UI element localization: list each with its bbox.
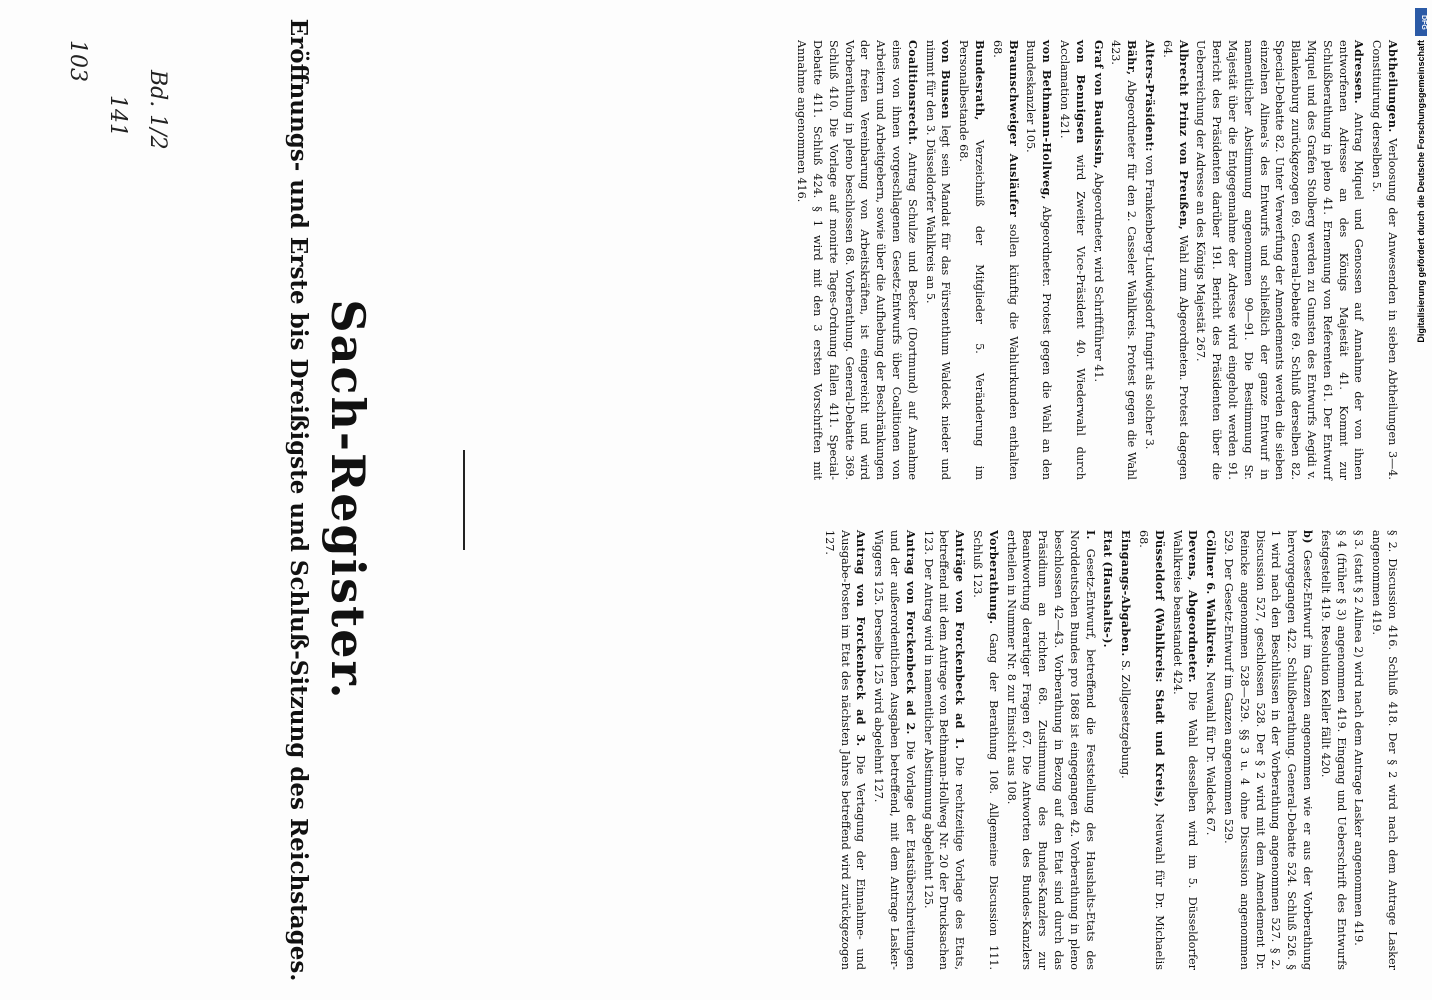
index-entry-heading: Devens, Abgeordneter.: [1186, 530, 1201, 683]
index-entry-heading: Cöllner 6. Wahlkreis.: [1204, 530, 1219, 669]
index-entry: [1220, 530, 1315, 970]
title-divider: [463, 450, 465, 550]
index-entry-text: Die Wahl desselben wird im 5. Düsseldorfer Wahlkreise beanstandet 424.: [1170, 530, 1200, 970]
handwritten-note: 141: [105, 95, 130, 137]
index-entry-text: wird Zweiter Vice-Präsident 40. Wiederwahl durch Acclamation 421.: [1058, 40, 1087, 480]
index-entry: [1135, 530, 1167, 970]
index-entry: [969, 530, 1001, 970]
index-entry-heading: von Bunsen: [939, 40, 954, 119]
index-entry: [1108, 40, 1140, 480]
index-entry-heading: Eingangs-Abgaben.: [1119, 530, 1134, 657]
handwritten-note: 103: [65, 40, 90, 82]
index-entry-text: § 2. Discussion 416. Schluß 418. Der § 2 wird nach dem Antrage Lasker angenommen 419.: [1370, 530, 1399, 970]
digitization-note: Digitalisierung gefördert durch die Deutsche Forschungsgemeinschaft: [1416, 40, 1426, 343]
handwritten-note: Bd. 1/2: [145, 70, 170, 150]
index-entry: [1023, 40, 1055, 480]
index-entry-text: Die rechtzeitige Vorlage des Etats, betreffend mit dem Antrage von Bethmann-Hollweg Nr. 20 der Drucksachen 123. Der Antrag wird in namentlicher Abstimmung abgelehnt 125.: [921, 530, 967, 970]
right-column: [480, 530, 1400, 970]
index-entry: [1141, 40, 1157, 480]
index-entry: [922, 40, 954, 480]
index-entry-heading: Bähr,: [1125, 40, 1140, 76]
index-entry: [989, 40, 1021, 480]
index-entry-heading: Etat (Haushalts-).: [1101, 530, 1116, 648]
index-entry-text: Antrag Miquel und Genossen auf Annahme der von ihnen entworfenen Adresse an des Königs Majestät 41. Kommt zur Schlußberathung in pleno 41. Ernennung von Referenten 61. Der Entwurf Miquel und des Grafen Stolberg werden zu Gunsten des Entwurfs Aegidi v. Blankenburg zurückgezogen 69. General-Debatte 69. Schluß derselben 82. Special-Debatte 82. Unter Verwerfung der Amendements werden die sieben einzelnen Alinea's des Entwurfs und schließlich der ganze Entwurf in namentlicher Abstimmung angenommen 90—91. Die Bestimmung Sr. Majestät über die Entgegennahme der Adresse wird eingeholt werden 91. Bericht des Präsidenten darüber 191. Bericht des Präsidenten über die Ueberreichung der Adresse an des Königs Majestät 267.: [1194, 40, 1366, 480]
rotated-page-content: [20, 0, 1410, 1000]
page-title: Sach-Register.: [321, 299, 375, 701]
index-entry: [821, 530, 868, 970]
index-entry-heading: von Bethmann-Hollweg,: [1040, 40, 1055, 200]
index-entry: [920, 530, 967, 970]
index-entry-text: Gang der Berathung 108. Allgemeine Discussion 111. Schluß 123.: [971, 530, 1000, 971]
index-entry: [1159, 40, 1191, 480]
index-entry-text: S. Zollgesetzgebung.: [1119, 660, 1133, 779]
index-entry: [1317, 530, 1349, 970]
index-entry-text: § 3. (statt § 2 Alinea 2) wird nach dem Antrage Lasker angenommen 419.: [1352, 530, 1366, 946]
index-entry-text: Antrag Schulze und Becker (Dortmund) auf Annahme eines von ihnen vorgeschlagenen Gesetz-Entwurfs über Coalitionen von Arbeitern und Arbeitgebern, sowie über die Aufhebung der Beschränkungen der freien Vereinbarung von Arbeitskräften, ist eingereicht und wird Vorberathung in pleno beschlossen 68. Vorberathung. General-Debatte 369. Schluß 410. Die Vorlage auf monirte Tages-Ordnung fallen 411. Special-Debatte 411. Schluß 424. § 1 wird mit den 3 ersten Vorschriften mit Annahme angenommen 416.: [795, 40, 919, 481]
index-entry: [1090, 40, 1106, 480]
index-entry: [1368, 40, 1400, 480]
index-entry-heading: Braunschweiger Ausläufer: [1006, 40, 1021, 218]
left-column: [480, 40, 1400, 480]
index-entry: [1193, 40, 1367, 480]
index-entry-text: Die Vertagung der Einnahme- und Ausgabe-Posten im Etat des nächsten Jahres betreffend wird zurückgezogen 127.: [822, 530, 868, 970]
index-entry-heading: Adressen.: [1352, 40, 1367, 104]
index-entry: [1202, 530, 1218, 970]
index-entry-text: Die Vorlage der Etatsüberschreitungen und der außerordentlichen Ausgaben betreffend, mit dem Antrage Lasker-Wiggers 125. Derselbe 125 wird abgelehnt 127.: [872, 530, 917, 970]
index-entry: [955, 40, 987, 480]
index-entry-heading: Abtheilungen.: [1386, 40, 1400, 133]
index-entry-heading: Bundesrath,: [973, 40, 988, 121]
index-entry-heading: Graf von Baudissin,: [1091, 40, 1106, 169]
index-entry: [1003, 530, 1098, 970]
index-entry-text: Gesetz-Entwurf im Ganzen angenommen wie er aus der Vorberathung hervorgegangen 422. Schlußberathung. General-Debatte 524. Schluß 526. § 1 wird nach den Beschlüssen in der Vorberathung angenommen 527. § 2. Discussion 527, geschlossen 528. Der § 2 wird mit dem Amendement Dr. Reincke angenommen 528—529. §§ 3 u. 4 ohne Discussion angenommen 529. Der Gesetz-Entwurf im Ganzen angenommen 529.: [1222, 530, 1315, 971]
index-entry-heading: Düsseldorf (Wahlkreis: Stadt und Kreis),: [1152, 530, 1167, 808]
index-entry: [794, 40, 920, 480]
index-entry: [1368, 530, 1400, 970]
index-entry-heading: Anträge von Forckenbeck ad 1.: [953, 530, 968, 750]
page-subtitle: Eröffnungs- und Erste bis Dreißigste und Schluß-Sitzung des Reichstages.: [285, 18, 312, 982]
index-entry-heading: b): [1301, 530, 1316, 544]
index-entry-text: § 4 (früher § 3) angenommen 419. Eingang und Ueberschrift des Entwurfs festgestellt 419. Resolution Keller fällt 420.: [1318, 530, 1348, 970]
index-entry-heading: I.: [1083, 530, 1098, 540]
index-entry-text: Abgeordneter. Protest gegen die Wahl an den Bundeskanzler 105.: [1024, 40, 1054, 480]
index-entry-text: Gesetz-Entwurf, betreffend die Feststellung des Haushalts-Etats des Norddeutschen Bundes pro 1868 ist eingegangen 42. Vorberathung in pleno beschlossen 42—43. Vorberathung in Bezug auf den Etat sind durch das Präsidium an richten 68. Zustimmung des Bundes-Kanzlers zur Beantwortung derartiger Fragen 67. Die Antworten des Bundes-Kanzlers ertheilen in Nummer Nr. 8 zur Einsicht aus 108.: [1004, 530, 1097, 970]
index-entry-text: Verloosung der Anwesenden in sieben Abtheilungen 3—4. Constituirung derselben 5.: [1370, 40, 1399, 480]
index-entry-text: Neuwahl für Dr. Waldeck 67.: [1204, 671, 1218, 836]
index-entry: [1351, 530, 1367, 970]
index-entry: [1117, 530, 1133, 970]
index-entry-heading: Antrag von Forckenbeck ad 2.: [903, 530, 918, 735]
index-entry-text: Neuwahl für Dr. Michaelis 68.: [1137, 530, 1166, 970]
index-entry-text: Wahl zum Abgeordneten. Protest dagegen 64.: [1160, 40, 1190, 480]
index-entry-text: Verzeichniß der Mitglieder 5. Veränderung im Personalbestande 68.: [957, 40, 987, 480]
index-entry-text: Abgeordneter für den 2. Casseler Wahlkreis. Protest gegen die Wahl 423.: [1109, 40, 1139, 480]
index-entry-heading: Alters-Präsident:: [1143, 40, 1158, 152]
index-entry: [871, 530, 918, 970]
index-entry-heading: Antrag von Forckenbeck ad 3.: [854, 530, 869, 747]
index-entry: [1169, 530, 1201, 970]
index-entry-text: legt sein Mandat für das Fürstenthum Waldeck nieder und nimmt für den 3. Düsseldorfer Wahlkreis an 5.: [923, 40, 953, 480]
index-entry: [1100, 530, 1116, 970]
index-entry-text: sollen künftig die Wahlurkunden enthalten 68.: [990, 40, 1020, 481]
index-entry-heading: Coalitionsrecht.: [905, 40, 920, 146]
index-entry-text: Abgeordneter, wird Schriftführer 41.: [1091, 172, 1105, 383]
index-entry-heading: Albrecht Prinz von Preußen,: [1176, 40, 1191, 231]
index-entry: [1056, 40, 1088, 480]
dfg-logo: DFG: [1415, 8, 1427, 36]
index-entry-heading: von Bennigsen: [1073, 40, 1088, 144]
index-entry-text: von Frankenberg-Ludwigsdorf fungirt als solcher 3.: [1143, 155, 1157, 450]
index-entry-heading: Vorberathung.: [986, 530, 1001, 625]
